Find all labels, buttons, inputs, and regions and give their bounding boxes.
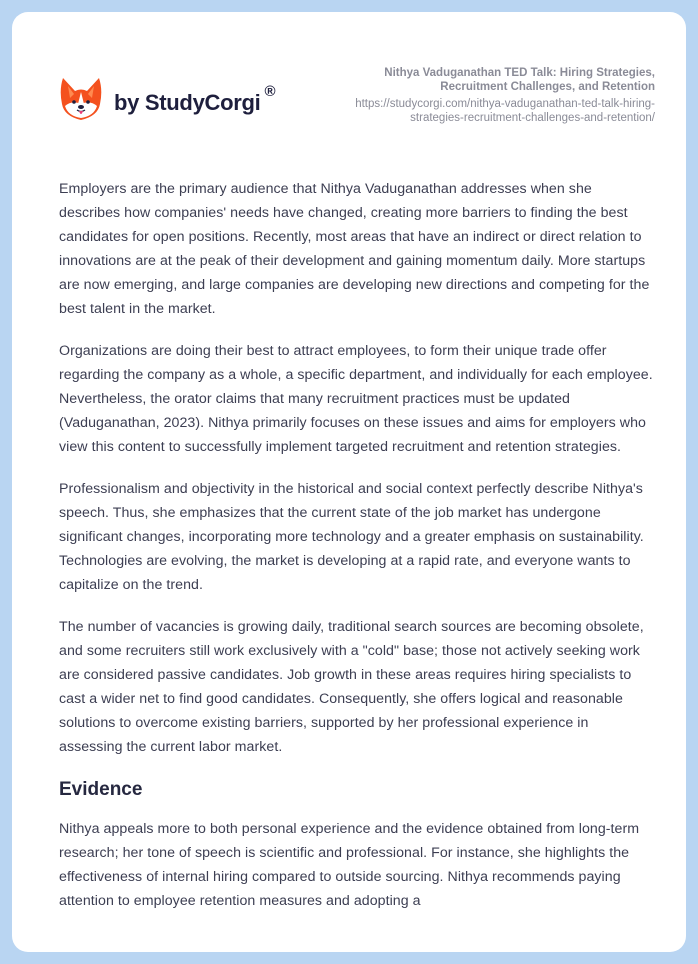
paragraph: Employers are the primary audience that Nithya Vaduganathan addresses when she describes how companies' needs have changed, creating more barriers to finding the best candidates for open positions. Recently, most areas that have an indirect or direct relation to innovations are at the peak of their development and gaining momentum daily. More startups are now emerging, and large companies are developing new directions and competing for the best talent in the market.: [59, 181, 650, 317]
paragraph: Organizations are doing their best to attract employees, to form their unique trade offer regarding the company as a whole, a specific department, and individually for each employee. Nevertheless, the orator claims that many recruitment practices must be updated (Vaduganathan, 2023). Nithya primarily focuses on these issues and aims for employers who view this content to successfully implement targeted recruitment and retention strategies.: [59, 343, 653, 455]
document-url[interactable]: [315, 97, 655, 125]
paragraph: The number of vacancies is growing daily, traditional search sources are becoming obsolete, and some recruiters still work exclusively with a "cold" base; those not actively seeking work are considered passive candidates. Job growth in these areas requires hiring specialists to cast a wider net to find good candidates. Consequently, she offers logical and reasonable solutions to overcome existing barriers, supported by her professional experience in assessing the current labor market.: [59, 619, 644, 755]
logo-text: by StudyCorgi: [114, 90, 261, 115]
document-url-line1[interactable]: https://studycorgi.com/nithya-vaduganathan-ted-talk-hiring-: [355, 98, 655, 110]
document-title-line2: Recruitment Challenges, and Retention: [440, 81, 655, 93]
registered-mark: ®: [264, 82, 276, 100]
document-body: [59, 177, 655, 931]
document-title: [315, 66, 655, 94]
studycorgi-logo[interactable]: [60, 76, 276, 122]
paragraph: Nithya appeals more to both personal experience and the evidence obtained from long-term research; her tone of speech is scientific and professional. For instance, she highlights the effectiveness of internal hiring compared to outside sourcing. Nithya recommends paying attention to employee retention measures and adopting a: [59, 821, 640, 909]
document-meta: [315, 66, 655, 125]
paragraph: Professionalism and objectivity in the historical and social context perfectly describe Nithya's speech. Thus, she emphasizes that the current state of the job market has undergone significant changes, incorporating more technology and a greater emphasis on sustainability. Technologies are evolving, the market is developing at a rapid rate, and everyone wants to capitalize on the trend.: [59, 481, 644, 593]
document-title-line1: Nithya Vaduganathan TED Talk: Hiring Strategies,: [384, 67, 655, 79]
corgi-logo-icon: [60, 76, 102, 122]
section-heading-evidence: Evidence: [59, 779, 143, 800]
document-url-line2[interactable]: strategies-recruitment-challenges-and-retention/: [410, 112, 655, 124]
document-header: [12, 12, 686, 152]
document-card: [12, 12, 686, 952]
